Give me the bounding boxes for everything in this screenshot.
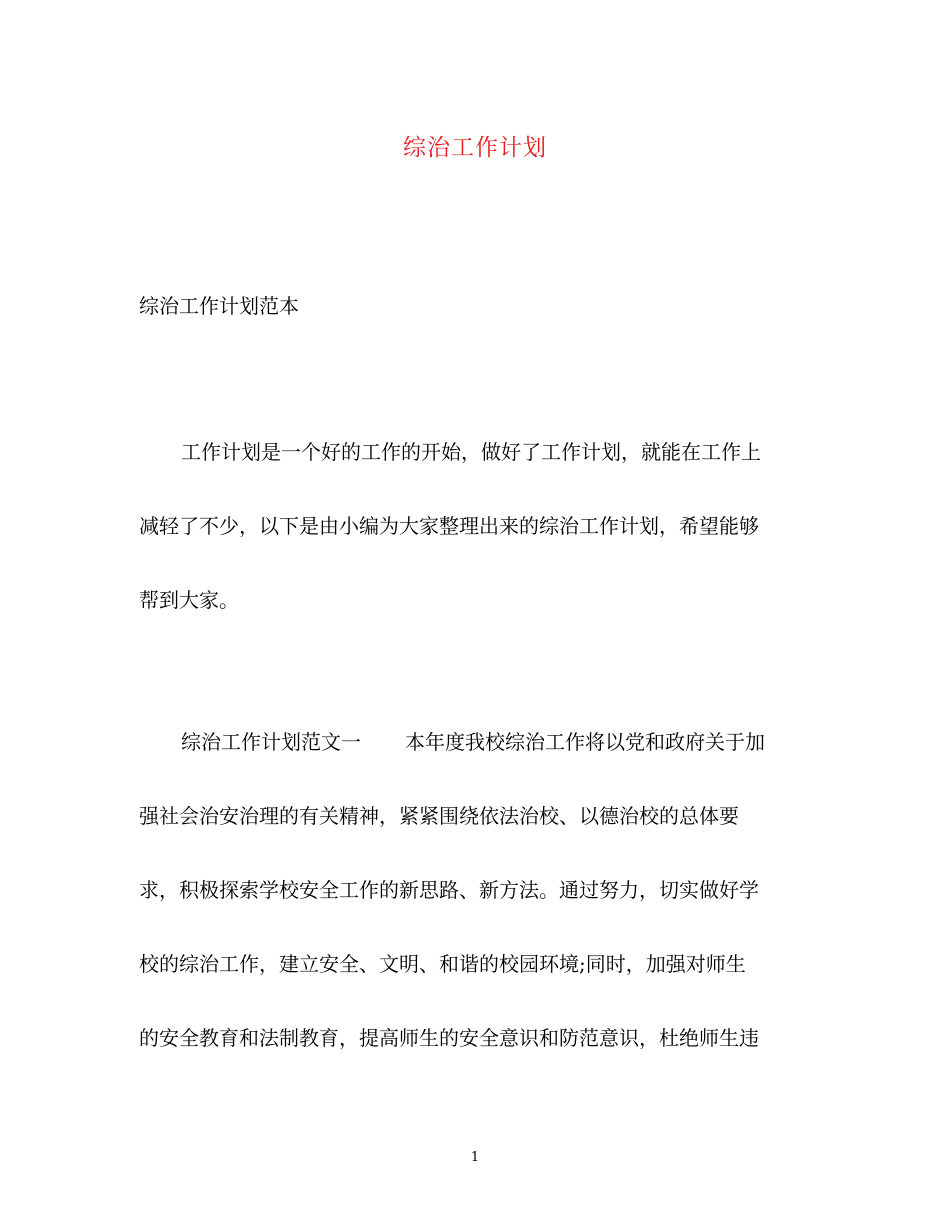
paragraph-line: 的安全教育和法制教育，提高师生的安全意识和防范意识，杜绝师生违 — [139, 1026, 759, 1050]
document-title: 综治工作计划 — [403, 135, 547, 161]
paragraph-line: 工作计划是一个好的工作的开始，做好了工作计划，就能在工作上 — [181, 440, 761, 464]
paragraph-line: 减轻了不少，以下是由小编为大家整理出来的综治工作计划，希望能够 — [139, 514, 759, 538]
document-subtitle: 综治工作计划范本 — [139, 294, 299, 318]
section-paragraph — [139, 705, 819, 1075]
paragraph-line: 强社会治安治理的有关精神，紧紧围绕依法治校、以德治校的总体要 — [139, 804, 739, 828]
section-heading: 综治工作计划范文一 — [181, 730, 361, 754]
paragraph-line: 校的综治工作，建立安全、文明、和谐的校园环境;同时，加强对师生 — [139, 952, 746, 976]
paragraph-line: 求，积极探索学校安全工作的新思路、新方法。通过努力，切实做好学 — [139, 878, 759, 902]
page-number: 1 — [470, 1150, 480, 1165]
paragraph-line-text: 本年度我校综治工作将以党和政府关于加 — [405, 730, 765, 754]
paragraph-first-line — [139, 705, 819, 779]
intro-paragraph — [139, 415, 819, 637]
paragraph-line: 帮到大家。 — [139, 588, 239, 612]
